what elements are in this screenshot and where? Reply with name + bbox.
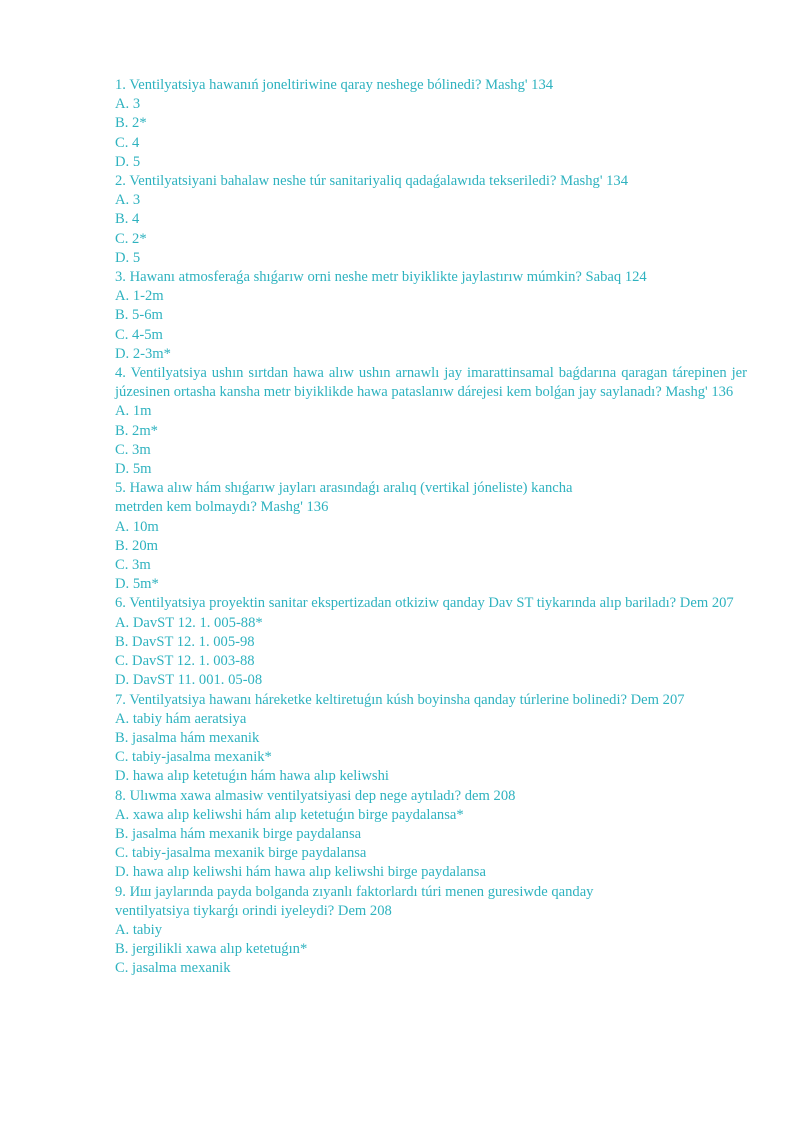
question-block: [115, 594, 747, 690]
answer-option: B. 2m*: [115, 422, 158, 439]
answer-option: B. jasalma hám mexanik birge paydalansa: [115, 825, 362, 842]
question-text: 6. Ventilyatsiya proyektin sanitar ekspertizadan otkiziw qanday Dav ST tiykarında alıp bariladı? Dem 207: [115, 595, 734, 612]
question-text: 1. Ventilyatsiya hawanıń joneltiriwine qaray neshege bólinedi? Mashg' 134: [115, 77, 554, 93]
answer-option: A. 3: [115, 192, 141, 209]
question-block: [115, 883, 747, 979]
answer-option: C. 4: [115, 134, 140, 151]
answer-option: A. 3: [115, 96, 141, 113]
answer-option: C. tabiy-jasalma mexanik*: [115, 749, 272, 766]
answer-option: C. 2*: [115, 230, 147, 247]
answer-option: A. 10m: [115, 518, 159, 535]
answer-option: D. 5: [115, 153, 141, 170]
question-text: 2. Ventilyatsiyani bahalaw neshe túr sanitariyaliq qadaǵalawıda tekseriledi? Mashg' 134: [115, 173, 628, 190]
answer-option: B. DavST 12. 1. 005-98: [115, 633, 255, 650]
answer-option: A. xawa alıp keliwshi hám alıp ketetuǵın birge paydalansa*: [115, 806, 464, 823]
answer-option: A. DavST 12. 1. 005-88*: [115, 614, 263, 631]
question-text: 8. Ulıwma xawa almasiw ventilyatsiyasi dep nege aytıladı? dem 208: [115, 787, 516, 804]
answer-option: D. 2-3m*: [115, 345, 171, 362]
answer-option: C. 4-5m: [115, 326, 163, 343]
answer-option: C. 3m: [115, 441, 151, 458]
answer-option: A. 1-2m: [115, 288, 164, 305]
answer-option: B. 20m: [115, 537, 158, 554]
question-text-line: metrden kem bolmaydı? Mashg' 136: [115, 499, 329, 516]
answer-option: B. 4: [115, 211, 140, 228]
answer-option: C. DavST 12. 1. 003-88: [115, 653, 255, 670]
answer-option: B. jasalma hám mexanik: [115, 729, 260, 746]
answer-option: D. hawa alıp keliwshi hám hawa alıp keliwshi birge paydalansa: [115, 864, 486, 881]
answer-option: A. tabiy hám aeratsiya: [115, 710, 247, 727]
question-block: [115, 172, 747, 268]
answer-option: B. jergilikli xawa alıp ketetuǵın*: [115, 941, 308, 958]
answer-option: A. tabiy: [115, 921, 163, 938]
question-block: [115, 787, 747, 883]
answer-option: D. 5: [115, 249, 141, 266]
answer-option: A. 1m: [115, 403, 152, 420]
question-block: [115, 479, 747, 594]
answer-option: D. hawa alıp ketetuǵın hám hawa alıp keliwshi: [115, 768, 389, 785]
question-text: 4. Ventilyatsiya ushın sırtdan hawa alıw ushın arnawlı jay imarattinsamal baǵdarına qaragan tárepinen jer júzesinen ortasha kansha metr biyiklikde hawa pataslanıw dárejesi kem bolǵan jay saylanadı? Mashg' 136: [115, 365, 747, 401]
question-block: [115, 268, 747, 364]
question-text-line: 9. Иш jaylarında payda bolganda zıyanlı faktorlardı túri menen guresiwde qanday: [115, 883, 594, 900]
question-block: [115, 364, 747, 479]
question-text-line: 5. Hawa alıw hám shıǵarıw jayları arasındaǵı aralıq (vertikal jóneliste) kancha: [115, 480, 573, 497]
answer-option: B. 5-6m: [115, 307, 163, 324]
answer-option: C. jasalma mexanik: [115, 960, 231, 977]
answer-option: C. tabiy-jasalma mexanik birge paydalansa: [115, 845, 367, 862]
answer-option: C. 3m: [115, 557, 151, 574]
question-block: [115, 691, 747, 787]
document-page: [115, 76, 747, 979]
answer-option: D. 5m*: [115, 576, 159, 593]
answer-option: D. DavST 11. 001. 05-08: [115, 672, 263, 689]
question-text-line: ventilyatsiya tiykarǵı orindi iyeleydi? Dem 208: [115, 902, 392, 919]
question-text: 7. Ventilyatsiya hawanı háreketke keltiretuǵın kúsh boyinsha qanday túrlerine bolinedi? Dem 207: [115, 691, 685, 708]
answer-option: D. 5m: [115, 461, 152, 478]
question-block: [115, 76, 747, 172]
question-text: 3. Hawanı atmosferaǵa shıǵarıw orni neshe metr biyiklikte jaylastırıw múmkin? Sabaq 124: [115, 269, 647, 286]
answer-option: B. 2*: [115, 115, 147, 132]
